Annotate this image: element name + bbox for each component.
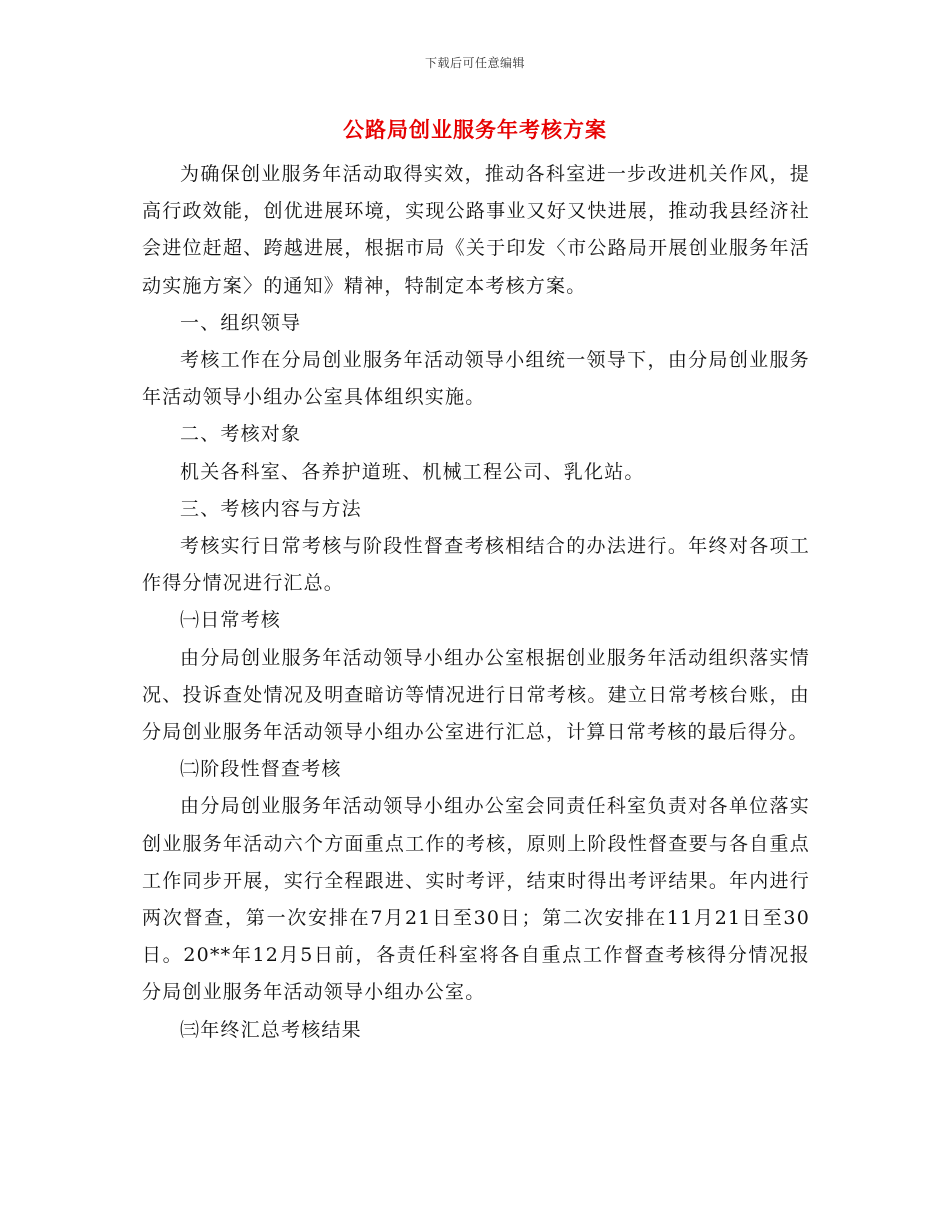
document-title: 公路局创业服务年考核方案 [343,117,607,142]
section-heading-content-method: 三、考核内容与方法 [180,497,362,520]
subheading-stage-inspection: ㈡阶段性督查考核 [180,758,342,781]
paragraph-content-method: 考核实行日常考核与阶段性督查考核相结合的办法进行。年终对各项工作得分情况进行汇总。 [142,535,810,595]
subheading-year-end-summary: ㈢年终汇总考核结果 [180,1018,362,1041]
paragraph-daily-assessment: 由分局创业服务年活动领导小组办公室根据创业服务年活动组织落实情况、投诉查处情况及明查暗访等情况进行日常考核。建立日常考核台账，由分局创业服务年活动领导小组办公室进行汇总，计算日常考核的最后得分。 [142,646,810,744]
paragraph-organization: 考核工作在分局创业服务年活动领导小组统一领导下，由分局创业服务年活动领导小组办公室具体组织实施。 [142,349,810,409]
section-heading-targets: 二、考核对象 [180,423,302,446]
header-note: 下载后可任意编辑 [424,56,525,70]
paragraph-intro: 为确保创业服务年活动取得实效，推动各科室进一步改进机关作风，提高行政效能，创优进展环境，实现公路事业又好又快进展，推动我县经济社会进位赶超、跨越进展，根据市局《关于印发〈市公路局开展创业服务年活动实施方案〉的通知》精神，特制定本考核方案。 [142,163,810,297]
section-heading-organization: 一、组织领导 [180,311,302,334]
paragraph-stage-inspection: 由分局创业服务年活动领导小组办公室会同责任科室负责对各单位落实创业服务年活动六个方面重点工作的考核，原则上阶段性督查要与各自重点工作同步开展，实行全程跟进、实时考评，结束时得出考评结果。年内进行两次督查，第一次安排在7月21日至30日；第二次安排在11月21日至30日。20**年12月5日前，各责任科室将各自重点工作督查考核得分情况报分局创业服务年活动领导小组办公室。 [142,795,810,1004]
document-body [142,156,810,1049]
paragraph-targets: 机关各科室、各养护道班、机械工程公司、乳化站。 [180,460,645,483]
subheading-daily-assessment: ㈠日常考核 [180,609,282,632]
